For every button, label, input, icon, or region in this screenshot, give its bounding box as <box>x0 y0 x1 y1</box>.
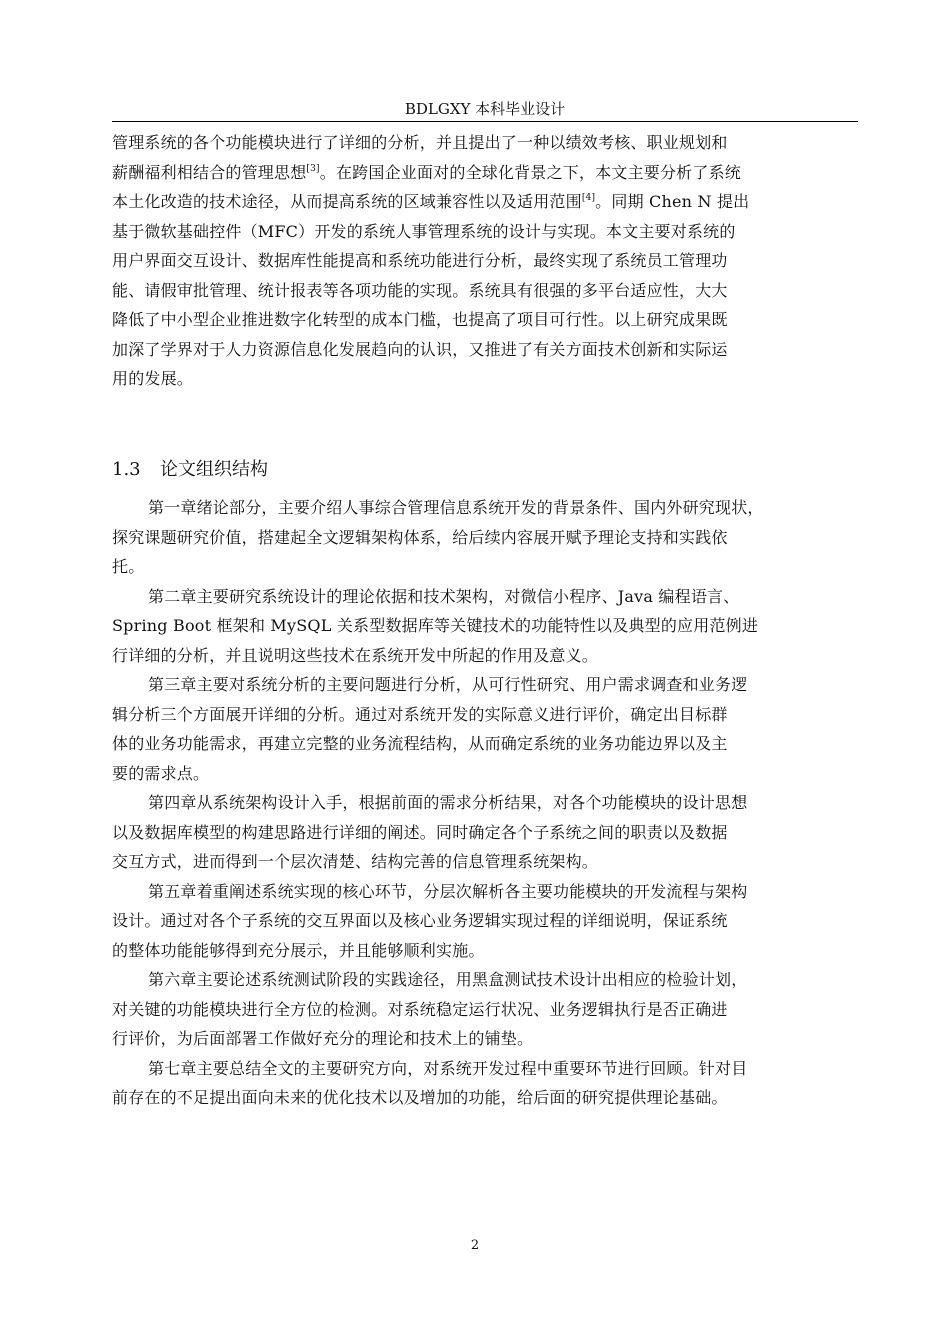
text-line: 基于微软基础控件（MFC）开发的系统人事管理系统的设计与实现。本文主要对系统的 <box>112 221 736 241</box>
section-title: 论文组织结构 <box>160 459 268 480</box>
text-segment: 。在跨国企业面对的全球化背景之下，本文主要分析了系统 <box>319 162 741 182</box>
citation-ref: [4] <box>581 193 596 203</box>
chapter-paragraph-7 <box>112 1054 858 1113</box>
text-line: 第四章从系统架构设计入手，根据前面的需求分析结果，对各个功能模块的设计思想 <box>148 793 748 812</box>
text-line <box>112 158 858 188</box>
text-line: 降低了中小型企业推进数字化转型的成本门槛，也提高了项目可行性。以上研究成果既 <box>112 310 728 329</box>
chapter-paragraph-1 <box>112 493 858 582</box>
text-line: 辑分析三个方面展开详细的分析。通过对系统开发的实际意义进行评价，确定出目标群 <box>112 704 728 724</box>
header-title: BDLGXY 本科毕业设计 <box>404 100 566 118</box>
intro-paragraph <box>112 128 858 394</box>
text-line: 的整体功能能够得到充分展示，并且能够顺利实施。 <box>112 940 485 960</box>
text-line: 能、请假审批管理、统计报表等各项功能的实现。系统具有很强的多平台适应性，大大 <box>112 280 728 300</box>
text-line: 用的发展。 <box>112 369 194 388</box>
text-line: 加深了学界对于人力资源信息化发展趋向的认识，又推进了有关方面技术创新和实际运 <box>112 339 728 359</box>
text-line: 第五章着重阐述系统实现的核心环节，分层次解析各主要功能模块的开发流程与架构 <box>148 881 748 901</box>
page-header <box>112 99 858 122</box>
text-line: 要的需求点。 <box>112 763 210 783</box>
page-number <box>0 1238 950 1253</box>
text-line: 用户界面交互设计、数据库性能提高和系统功能进行分析，最终实现了系统员工管理功 <box>112 251 728 270</box>
text-line: 以及数据库模型的构建思路进行详细的阐述。同时确定各个子系统之间的职责以及数据 <box>112 822 728 842</box>
text-line: 第六章主要论述系统测试阶段的实践途径，用黑盒测试技术设计出相应的检验计划， <box>148 970 748 989</box>
text-line: Spring Boot 框架和 MySQL 关系型数据库等关键技术的功能特性以及典型的应用范例进 <box>112 616 759 635</box>
text-line: 探究课题研究价值，搭建起全文逻辑架构体系，给后续内容展开赋予理论支持和实践依 <box>112 527 728 547</box>
text-line <box>112 187 858 217</box>
chapter-paragraph-6 <box>112 965 858 1054</box>
text-line: 对关键的功能模块进行全方位的检测。对系统稳定运行状况、业务逻辑执行是否正确进 <box>112 999 728 1019</box>
section-heading <box>112 458 268 482</box>
chapter-paragraph-4 <box>112 788 858 877</box>
text-segment: 本土化改造的技术途径，从而提高系统的区域兼容性以及适用范围 <box>112 192 582 211</box>
text-line: 第二章主要研究系统设计的理论依据和技术架构，对微信小程序、Java 编程语言、 <box>148 586 740 606</box>
text-segment: 薪酬福利相结合的管理思想 <box>112 162 307 182</box>
text-line: 前存在的不足提出面向未来的优化技术以及增加的功能，给后面的研究提供理论基础。 <box>112 1088 728 1107</box>
text-line: 托。 <box>112 557 145 576</box>
chapter-paragraph-2 <box>112 582 858 671</box>
text-line: 体的业务功能需求，再建立完整的业务流程结构，从而确定系统的业务功能边界以及主 <box>112 734 728 753</box>
chapter-paragraph-3 <box>112 670 858 788</box>
section-number: 1.3 <box>112 459 141 480</box>
chapter-list <box>112 493 858 1113</box>
citation-ref: [3] <box>306 163 320 174</box>
text-line: 第七章主要总结全文的主要研究方向，对系统开发过程中重要环节进行回顾。针对目 <box>148 1058 748 1078</box>
text-line: 第一章绪论部分，主要介绍人事综合管理信息系统开发的背景条件、国内外研究现状， <box>148 498 764 517</box>
text-line: 交互方式，进而得到一个层次清楚、结构完善的信息管理系统架构。 <box>112 852 599 871</box>
page-number-value: 2 <box>470 1238 480 1253</box>
text-line: 管理系统的各个功能模块进行了详细的分析，并且提出了一种以绩效考核、职业规划和 <box>112 133 728 152</box>
text-line: 设计。通过对各个子系统的交互界面以及核心业务逻辑实现过程的详细说明，保证系统 <box>112 911 728 930</box>
text-segment: 。同期 Chen N 提出 <box>595 192 750 211</box>
text-line: 第三章主要对系统分析的主要问题进行分析，从可行性研究、用户需求调查和业务逻 <box>148 675 748 694</box>
chapter-paragraph-5 <box>112 877 858 966</box>
text-line: 行详细的分析，并且说明这些技术在系统开发中所起的作用及意义。 <box>112 645 599 665</box>
text-line: 行评价，为后面部署工作做好充分的理论和技术上的铺垫。 <box>112 1029 534 1048</box>
